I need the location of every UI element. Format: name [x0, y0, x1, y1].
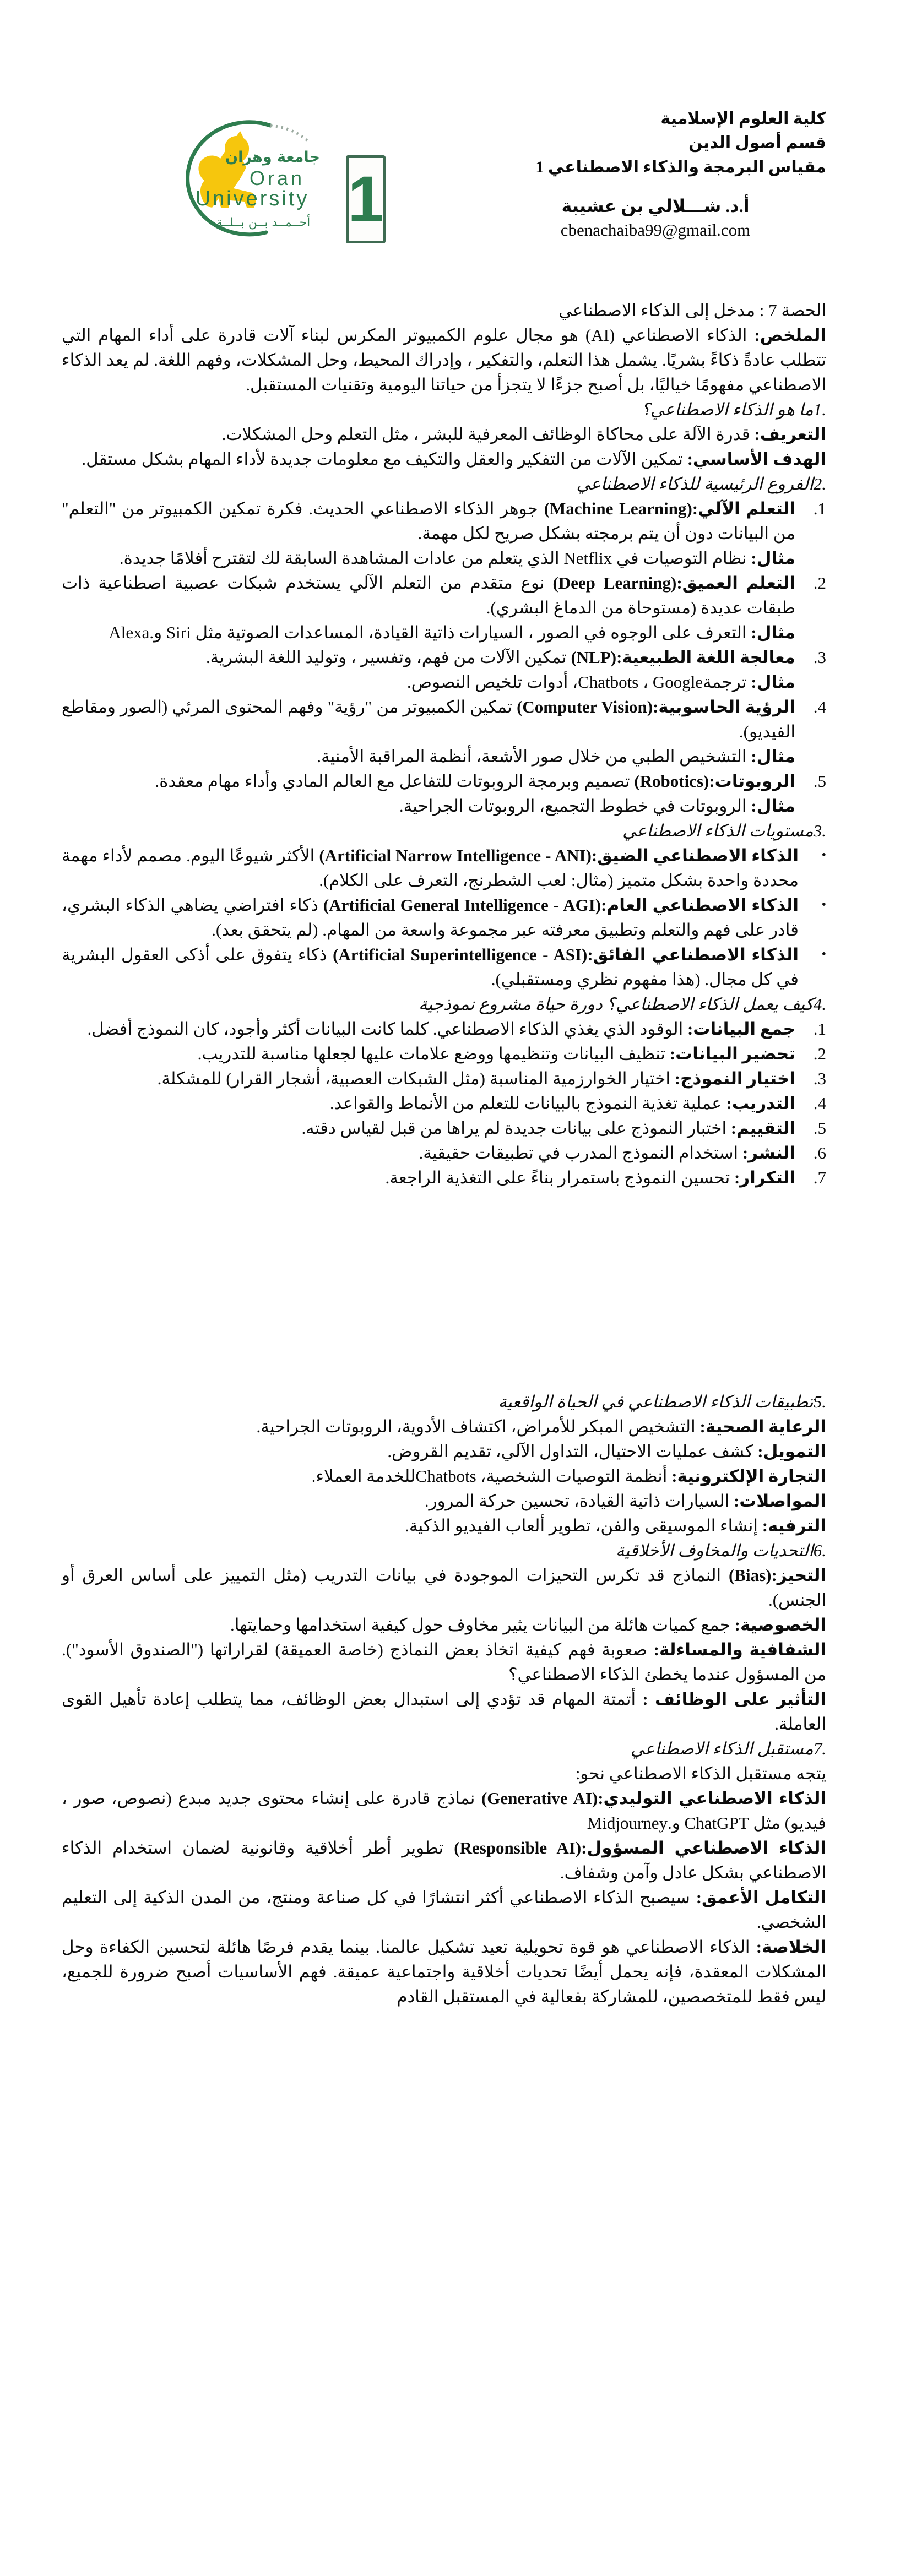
lifecycle-step-iteration — [62, 1165, 826, 1190]
future-label: الذكاء الاصطناعي المسؤول:(Responsible AI) — [454, 1838, 827, 1857]
step-text: عملية تغذية النموذج بالبيانات للتعلم من الأنماط والقواعد. — [329, 1094, 722, 1113]
branch-text: تصميم وبرمجة الروبوتات للتفاعل مع العالم المادي وأداء مهام معقدة. — [155, 771, 630, 791]
branch-item-nlp — [62, 645, 826, 694]
example-text: التشخيص الطبي من خلال صور الأشعة، أنظمة المراقبة الأمنية. — [317, 747, 747, 766]
lifecycle-step-training — [62, 1091, 826, 1116]
challenge-transparency — [62, 1637, 826, 1687]
application-label: التمويل: — [757, 1442, 826, 1461]
level-item-ani — [62, 843, 826, 893]
branch-item-robotics — [62, 769, 826, 818]
step-label: جمع البيانات: — [687, 1019, 795, 1039]
application-text: السيارات ذاتية القيادة، تحسين حركة المرور. — [424, 1491, 730, 1510]
level-text: ذكاء يتفوق على أذكى العقول البشرية في كل مجال. (هذا مفهوم نظري ومستقبلي). — [62, 945, 799, 989]
future-text: تطوير أطر أخلاقية وقانونية لضمان استخدام الذكاء الاصطناعي بشكل عادل وآمن وشفاف. — [62, 1838, 826, 1882]
application-text: إنشاء الموسيقى والفن، تطوير ألعاب الفيديو الذكية. — [405, 1516, 758, 1535]
step-text: اختيار الخوارزمية المناسبة (مثل الشبكات العصبية، أشجار القرار) للمشكلة. — [157, 1069, 671, 1088]
bullet-icon: • — [821, 898, 826, 912]
application-text: أنظمة التوصيات الشخصية، ‏Chatbotsللخدمة العملاء. — [311, 1466, 668, 1486]
logo-name-line1: Oran — [249, 167, 305, 189]
list-number: 5. — [813, 1118, 826, 1138]
level-label: الذكاء الاصطناعي العام:(Artificial General Intelligence - AGI) — [323, 895, 799, 915]
list-number: 7. — [813, 1168, 826, 1187]
page-break-gap — [62, 1190, 826, 1389]
step-text: الوقود الذي يغذي الذكاء الاصطناعي. كلما كانت البيانات أكثر وأجود، كان النموذج أفضل. — [87, 1019, 684, 1039]
definition-line — [62, 422, 826, 447]
future-generative-ai — [62, 1786, 826, 1835]
list-number: 3. — [813, 648, 826, 667]
branch-label: الروبوتات:(Robotics) — [634, 771, 795, 791]
step-label: النشر: — [742, 1143, 795, 1162]
step-label: التدريب: — [726, 1094, 795, 1113]
section-6-heading: .6التحديات والمخاوف الأخلاقية — [616, 1541, 826, 1560]
section-5-heading: .5تطبيقات الذكاء الاصطناعي في الحياة الواقعية — [498, 1392, 826, 1411]
main-goal-text: تمكين الآلات من التفكير والعقل والتكيف مع معلومات جديدة لأداء المهام بشكل مستقل. — [82, 449, 683, 469]
lifecycle-step-model-selection — [62, 1066, 826, 1091]
level-item-asi — [62, 942, 826, 992]
conclusion-text: الذكاء الاصطناعي هو قوة تحويلية تعيد تشكيل عالمنا. بينما يقدم فرصًا هائلة لتحسين الكفاءة وحل المشكلات المعقدة، فإنه يحمل أيضًا تحديات أخلاقية واجتماعية عميقة. فهم الأساسيات أصبح ضرورة للجميع، ليس فقط للمتخصصين، للمشاركة بفعالية في المستقبل القادم — [62, 1937, 826, 2006]
application-healthcare — [62, 1414, 826, 1439]
challenge-label: الشفافية والمساءلة: — [653, 1640, 826, 1659]
level-text: ذكاء افتراضي يضاهي الذكاء البشري، قادر على فهم والتعلم وتطبيق معرفته عبر مجموعة واسعة من المهام. (لم يتحقق بعد). — [62, 895, 799, 939]
letterhead — [485, 107, 826, 242]
professor-email: cbenachaiba99@gmail.com — [560, 220, 751, 240]
level-text: الأكثر شيوعًا اليوم. مصمم لأداء مهمة محددة واحدة بشكل متميز (مثال: لعب الشطرنج، التعرف على الكلام). — [62, 846, 799, 890]
logo-university-name-arabic: جامعة وهران — [225, 149, 320, 166]
main-goal-line — [62, 447, 826, 471]
branch-label: معالجة اللغة الطبيعية:(NLP) — [571, 648, 795, 667]
summary-text: الذكاء الاصطناعي (AI) هو مجال علوم الكمبيوتر المكرس لبناء آلات قادرة على أداء المهام التي تتطلب عادةً ذكاءً بشريًا. يشمل هذا التعلم، والتفكير ، وإدراك المحيط، وحل المشكلات، وفهم اللغة. لم يعد الذكاء الاصطناعي مفهومًا خياليًا، بل أصبح جزءًا لا يتجزأ من حياتنا اليومية وتقنيات المستقبل. — [62, 325, 826, 394]
example-line — [62, 744, 795, 769]
course-name: مقياس البرمجة والذكاء الاصطناعي 1 — [535, 158, 826, 176]
definition-text: قدرة الآلة على محاكاة الوظائف المعرفية للبشر ، مثل التعلم وحل المشكلات. — [221, 425, 750, 444]
step-label: التقييم: — [730, 1118, 795, 1138]
application-label: التجارة الإلكترونية: — [671, 1466, 826, 1486]
future-label: التكامل الأعمق: — [696, 1888, 826, 1907]
branch-text: تمكين الآلات من فهم، وتفسير ، وتوليد اللغة البشرية. — [205, 648, 567, 667]
branch-label: الرؤية الحاسوبية:(Computer Vision) — [517, 697, 796, 716]
challenge-text: النماذج قد تكرس التحيزات الموجودة في بيانات التدريب (مثل التمييز على أساس العرق أو الجنس). — [62, 1566, 826, 1610]
list-number: 2. — [813, 573, 826, 593]
application-label: المواصلات: — [733, 1491, 826, 1510]
department-name: قسم أصول الدين — [688, 134, 826, 152]
step-label: تحضير البيانات: — [669, 1044, 795, 1063]
challenge-text: جمع كميات هائلة من البيانات يثير مخاوف حول كيفية استخدامها وحمايتها. — [230, 1615, 730, 1634]
document-body — [62, 298, 826, 2009]
application-ecommerce — [62, 1464, 826, 1488]
section-1-heading: .1ما هو الذكاء الاصطناعي؟ — [641, 400, 826, 419]
challenge-text: صعوبة فهم كيفية اتخاذ بعض النماذج (خاصة العميقة) لقراراتها ("الصندوق الأسود"). من المسؤول عندما يخطئ الذكاء الاصطناعي؟ — [62, 1640, 826, 1684]
logo-number-badge — [346, 155, 386, 243]
challenge-label: التحيز:(Bias) — [728, 1566, 826, 1585]
future-text: نماذج قادرة على إنشاء محتوى جديد مبدع (نصوص، صور ، فيديو) مثل ChatGPT و.Midjourney — [62, 1789, 826, 1833]
level-item-agi — [62, 893, 826, 942]
list-number: 4. — [813, 697, 826, 716]
list-number: 3. — [813, 1069, 826, 1088]
conclusion-paragraph — [62, 1934, 826, 2009]
challenge-bias — [62, 1563, 826, 1612]
example-label: مثال: — [751, 548, 795, 568]
definition-label: التعريف: — [754, 425, 826, 444]
lifecycle-step-data-collection — [62, 1017, 826, 1041]
future-text: سيصبح الذكاء الاصطناعي أكثر انتشارًا في كل صناعة ومنتج، من المدن الذكية إلى التعليم الشخصي. — [62, 1888, 826, 1932]
challenge-label: التأثير على الوظائف : — [642, 1689, 826, 1709]
step-text: اختبار النموذج على بيانات جديدة لم يراها من قبل لقياس دقته. — [301, 1118, 727, 1138]
step-label: التكرار: — [734, 1168, 795, 1187]
logo-name-line2: University — [195, 187, 310, 210]
challenge-privacy — [62, 1612, 826, 1637]
list-number: 4. — [813, 1094, 826, 1113]
branch-definition — [62, 694, 795, 744]
bullet-icon: • — [821, 848, 826, 862]
application-label: الترفيه: — [762, 1516, 826, 1535]
step-text: تحسين النموذج باستمرار بناءً على التغذية الراجعة. — [385, 1168, 730, 1187]
level-label: الذكاء الاصطناعي الفائق:(Artificial Superintelligence - ASI) — [333, 945, 799, 964]
application-finance — [62, 1439, 826, 1464]
bullet-icon: • — [821, 947, 826, 961]
branch-item-computer-vision — [62, 694, 826, 769]
challenge-label: الخصوصية: — [734, 1615, 826, 1634]
future-intro: يتجه مستقبل الذكاء الاصطناعي نحو: — [575, 1764, 826, 1783]
future-responsible-ai — [62, 1835, 826, 1885]
step-text: تنظيف البيانات وتنظيمها ووضع علامات عليها لجعلها مناسبة للتدريب. — [197, 1044, 666, 1063]
example-label: مثال: — [751, 623, 795, 642]
branch-label: التعلم الآلي:(Machine Learning) — [544, 499, 795, 518]
application-entertainment — [62, 1513, 826, 1538]
branch-text: نوع متقدم من التعلم الآلي يستخدم شبكات عصبية اصطناعية ذات طبقات عديدة (مستوحاة من الدماغ البشري). — [62, 573, 795, 617]
example-label: مثال: — [751, 796, 795, 816]
challenge-jobs — [62, 1687, 826, 1736]
future-label: الذكاء الاصطناعي التوليدي:(Generative AI) — [481, 1789, 826, 1808]
university-logo — [142, 110, 384, 256]
list-number: 6. — [813, 1143, 826, 1162]
list-number: 2. — [813, 1044, 826, 1063]
branch-item-machine-learning — [62, 496, 826, 570]
section-3-heading: .3مستويات الذكاء الاصطناعي — [622, 821, 826, 840]
branch-text: جوهر الذكاء الاصطناعي الحديث. فكرة تمكين الكمبيوتر من "التعلم" من البيانات دون أن يتم برمجته بشكل صريح لكل مهمة. — [62, 499, 795, 543]
example-line — [62, 546, 795, 570]
main-goal-label: الهدف الأساسي: — [687, 449, 826, 469]
section-2-heading: .2الفروع الرئيسية للذكاء الاصطناعي — [576, 474, 826, 493]
lesson-title: الحصة 7 : مدخل إلى الذكاء الاصطناعي — [558, 301, 826, 320]
branch-definition — [62, 496, 795, 546]
section-4-heading: .4كيف يعمل الذكاء الاصطناعي؟ دورة حياة مشروع نموذجية — [419, 994, 826, 1014]
faculty-name: كلية العلوم الإسلامية — [660, 110, 826, 128]
professor-name: أ.د. شـــلالي بن عشيبة — [561, 196, 750, 216]
branch-label: التعلم العميق:(Deep Learning) — [552, 573, 796, 593]
example-text: نظام التوصيات في Netflix الذي يتعلم من عادات المشاهدة السابقة لك لتقترح أفلامًا جديدة. — [119, 548, 747, 568]
logo-founder-name: أحــمــد بــن بــلــة — [216, 216, 311, 230]
example-label: مثال: — [751, 747, 795, 766]
branch-definition — [62, 645, 795, 670]
application-transport — [62, 1488, 826, 1513]
example-text: ترجمةGoogle ‏، Chatbots، أدوات تلخيص النصوص. — [406, 672, 747, 692]
lifecycle-step-deployment — [62, 1140, 826, 1165]
example-line — [62, 620, 795, 645]
application-text: التشخيص المبكر للأمراض، اكتشاف الأدوية، الروبوتات الجراحية. — [256, 1417, 696, 1436]
list-number: 1. — [813, 1019, 826, 1039]
summary-paragraph — [62, 323, 826, 397]
challenge-text: أتمتة المهام قد تؤدي إلى استبدال بعض الوظائف، مما يتطلب إعادة تأهيل القوى العاملة. — [62, 1689, 826, 1733]
future-deep-integration — [62, 1885, 826, 1934]
example-line — [62, 794, 795, 818]
branch-text: تمكين الكمبيوتر من "رؤية" وفهم المحتوى المرئي (الصور ومقاطع الفيديو). — [62, 697, 795, 741]
lifecycle-step-data-preparation — [62, 1041, 826, 1066]
logo-arc-texture — [270, 126, 307, 140]
level-label: الذكاء الاصطناعي الضيق:(Artificial Narrow Intelligence - ANI) — [319, 846, 799, 865]
branch-definition — [62, 570, 795, 620]
list-number: 1. — [813, 499, 826, 518]
example-text: التعرف على الوجوه في الصور ، السيارات ذاتية القيادة، المساعدات الصوتية مثل Siri و.Alexa — [109, 623, 747, 642]
branch-item-deep-learning — [62, 570, 826, 645]
application-label: الرعاية الصحية: — [699, 1417, 826, 1436]
step-label: اختيار النموذج: — [674, 1069, 795, 1088]
lifecycle-step-evaluation — [62, 1116, 826, 1140]
example-line — [62, 670, 795, 694]
branch-definition — [62, 769, 795, 794]
example-text: الروبوتات في خطوط التجميع، الروبوتات الجراحية. — [399, 796, 747, 816]
summary-label: الملخص: — [754, 325, 827, 345]
step-text: استخدام النموذج المدرب في تطبيقات حقيقية. — [419, 1143, 739, 1162]
example-label: مثال: — [751, 672, 795, 692]
section-7-heading: .7مستقبل الذكاء الاصطناعي — [630, 1739, 826, 1758]
list-number: 5. — [813, 771, 826, 791]
application-text: كشف عمليات الاحتيال، التداول الآلي، تقديم القروض. — [387, 1442, 753, 1461]
logo-badge-digit: 1 — [348, 163, 384, 236]
conclusion-label: الخلاصة: — [756, 1937, 826, 1957]
